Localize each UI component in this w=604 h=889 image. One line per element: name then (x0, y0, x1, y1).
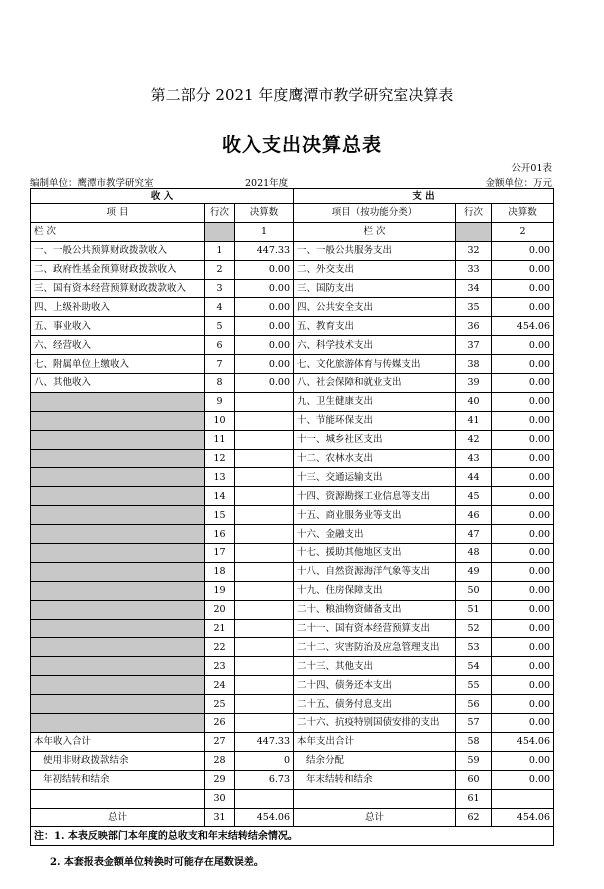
expense-line-no: 57 (456, 714, 492, 733)
table-row (31, 676, 554, 695)
income-amount: 0.00 (235, 298, 294, 317)
expense-item: 七、文化旅游体育与传媒支出 (294, 355, 456, 374)
income-line-no: 26 (205, 714, 235, 733)
income-item (31, 506, 205, 525)
expense-item: 二十、粮油物资储备支出 (294, 600, 456, 619)
footnote-2: 2. 本套报表金额单位转换时可能存在尾数误差。 (50, 857, 264, 868)
expense-line-no: 35 (456, 298, 492, 317)
expense-line-no: 45 (456, 487, 492, 506)
expense-line-no: 42 (456, 430, 492, 449)
income-line-no: 6 (205, 336, 235, 355)
expense-item: 十一、城乡社区支出 (294, 430, 456, 449)
income-amount (235, 789, 294, 808)
income-line-no: 5 (205, 317, 235, 336)
expense-amount: 0.00 (492, 751, 554, 770)
income-summary-label: 年初结转和结余 (31, 770, 205, 789)
income-amount (235, 392, 294, 411)
income-item: 七、附属单位上缴收入 (31, 355, 205, 374)
table-row (31, 392, 554, 411)
income-line-no: 9 (205, 392, 235, 411)
expense-line-no: 46 (456, 506, 492, 525)
table-row (31, 544, 554, 563)
income-amount (235, 657, 294, 676)
table-row (31, 430, 554, 449)
expense-amount: 0.00 (492, 279, 554, 298)
income-line-no: 27 (205, 732, 235, 751)
income-item: 八、其他收入 (31, 374, 205, 393)
expense-item: 六、科学技术支出 (294, 336, 456, 355)
income-amount (235, 562, 294, 581)
expense-amount: 0.00 (492, 657, 554, 676)
expense-amount (492, 789, 554, 808)
summary-row (31, 751, 554, 770)
income-amount: 0.00 (235, 336, 294, 355)
expense-item: 十四、资源勘探工业信息等支出 (294, 487, 456, 506)
income-item: 四、上级补助收入 (31, 298, 205, 317)
income-item (31, 430, 205, 449)
income-amount (235, 544, 294, 563)
income-line-no: 22 (205, 638, 235, 657)
summary-row (31, 808, 554, 827)
table-body (31, 189, 554, 846)
income-line-no: 10 (205, 411, 235, 430)
col-line-header: 行次 (205, 204, 235, 223)
income-item (31, 695, 205, 714)
expense-item: 三、国防支出 (294, 279, 456, 298)
expense-item: 十、节能环保支出 (294, 411, 456, 430)
income-amount: 0.00 (235, 374, 294, 393)
expense-item: 二十六、抗疫特别国债安排的支出 (294, 714, 456, 733)
expense-amount: 0.00 (492, 525, 554, 544)
income-line-no: 18 (205, 562, 235, 581)
expense-item: 二十三、其他支出 (294, 657, 456, 676)
income-amount (235, 695, 294, 714)
income-summary-label: 本年收入合计 (31, 732, 205, 751)
expense-line-no: 34 (456, 279, 492, 298)
income-item (31, 449, 205, 468)
income-summary-label: 使用非财政拨款结余 (31, 751, 205, 770)
income-item (31, 392, 205, 411)
income-line-no: 21 (205, 619, 235, 638)
income-amount (235, 638, 294, 657)
income-item (31, 714, 205, 733)
col-line-header: 行次 (456, 204, 492, 223)
expense-line-no: 40 (456, 392, 492, 411)
expense-item: 二、外交支出 (294, 260, 456, 279)
income-item: 一、一般公共预算财政拨款收入 (31, 241, 205, 260)
income-line-no: 15 (205, 506, 235, 525)
income-line-no: 23 (205, 657, 235, 676)
footnote-1: 注：1. 本表反映部门本年度的总收支和年末结转结余情况。 (31, 827, 554, 846)
income-item (31, 525, 205, 544)
expense-amount: 0.00 (492, 562, 554, 581)
summary-row (31, 789, 554, 808)
income-amount (235, 714, 294, 733)
expense-amount: 0.00 (492, 411, 554, 430)
amount-unit: 金额单位：万元 (485, 178, 552, 189)
income-item: 五、事业收入 (31, 317, 205, 336)
income-line-no: 20 (205, 600, 235, 619)
expense-summary-label (294, 789, 456, 808)
income-item (31, 544, 205, 563)
table-row (31, 241, 554, 260)
table-row (31, 525, 554, 544)
table-row (31, 638, 554, 657)
column-number: 2 (492, 222, 554, 241)
column-number: 1 (235, 222, 294, 241)
income-line-no: 28 (205, 751, 235, 770)
expense-amount: 0.00 (492, 374, 554, 393)
table-row (31, 695, 554, 714)
expense-summary-label: 总计 (294, 808, 456, 827)
income-line-no: 17 (205, 544, 235, 563)
col-amount-header: 决算数 (492, 204, 554, 223)
summary-row (31, 732, 554, 751)
expense-amount: 0.00 (492, 581, 554, 600)
income-amount: 0 (235, 751, 294, 770)
expense-amount: 0.00 (492, 355, 554, 374)
expense-line-no: 49 (456, 562, 492, 581)
expense-line-no: 43 (456, 449, 492, 468)
table-row (31, 600, 554, 619)
expense-amount: 0.00 (492, 336, 554, 355)
expense-item: 十五、商业服务业等支出 (294, 506, 456, 525)
income-line-no: 11 (205, 430, 235, 449)
income-amount (235, 449, 294, 468)
income-amount (235, 581, 294, 600)
expense-line-no: 53 (456, 638, 492, 657)
expense-line-no: 48 (456, 544, 492, 563)
expense-item: 四、公共安全支出 (294, 298, 456, 317)
expense-line-no: 36 (456, 317, 492, 336)
expense-amount: 0.00 (492, 638, 554, 657)
income-amount: 447.33 (235, 241, 294, 260)
expense-item: 十八、自然资源海洋气象等支出 (294, 562, 456, 581)
income-line-no: 7 (205, 355, 235, 374)
income-item (31, 468, 205, 487)
table-row (31, 317, 554, 336)
table-row (31, 581, 554, 600)
expense-amount: 454.06 (492, 808, 554, 827)
expense-amount: 0.00 (492, 449, 554, 468)
expense-line-no: 62 (456, 808, 492, 827)
income-amount (235, 468, 294, 487)
income-item (31, 638, 205, 657)
income-line-no: 8 (205, 374, 235, 393)
expense-line-no: 50 (456, 581, 492, 600)
expense-amount: 0.00 (492, 430, 554, 449)
income-item: 六、经营收入 (31, 336, 205, 355)
income-summary-label: 总计 (31, 808, 205, 827)
income-amount (235, 430, 294, 449)
table-row (31, 374, 554, 393)
column-label: 栏 次 (294, 222, 456, 241)
expense-amount: 0.00 (492, 241, 554, 260)
summary-row (31, 770, 554, 789)
expense-line-no: 55 (456, 676, 492, 695)
income-amount: 6.73 (235, 770, 294, 789)
income-amount: 0.00 (235, 317, 294, 336)
income-amount (235, 600, 294, 619)
table-row (31, 619, 554, 638)
expense-item: 二十五、债务付息支出 (294, 695, 456, 714)
expense-line-no: 44 (456, 468, 492, 487)
expense-line-no: 33 (456, 260, 492, 279)
expense-summary-label: 本年支出合计 (294, 732, 456, 751)
expense-item: 八、社会保障和就业支出 (294, 374, 456, 393)
income-item (31, 562, 205, 581)
table-row (31, 298, 554, 317)
col-item-header: 项 目 (31, 204, 205, 223)
form-code: 公开01表 (511, 163, 552, 174)
income-amount: 447.33 (235, 732, 294, 751)
income-line-no: 12 (205, 449, 235, 468)
expense-amount: 0.00 (492, 260, 554, 279)
expense-line-no: 38 (456, 355, 492, 374)
expense-item: 二十一、国有资本经营预算支出 (294, 619, 456, 638)
table-row (31, 260, 554, 279)
expense-amount: 0.00 (492, 619, 554, 638)
expense-amount: 0.00 (492, 544, 554, 563)
table-row (31, 355, 554, 374)
table-row (31, 411, 554, 430)
income-item (31, 657, 205, 676)
expense-summary-label: 年末结转和结余 (294, 770, 456, 789)
income-amount (235, 619, 294, 638)
expense-amount: 0.00 (492, 695, 554, 714)
expense-line-no: 58 (456, 732, 492, 751)
income-line-no: 4 (205, 298, 235, 317)
expense-line-no: 56 (456, 695, 492, 714)
expense-line-no: 32 (456, 241, 492, 260)
income-item: 二、政府性基金预算财政拨款收入 (31, 260, 205, 279)
income-line-no: 31 (205, 808, 235, 827)
income-line-no: 14 (205, 487, 235, 506)
expense-amount: 454.06 (492, 732, 554, 751)
income-line-no: 13 (205, 468, 235, 487)
expense-line-no: 41 (456, 411, 492, 430)
table-row (31, 506, 554, 525)
income-amount: 0.00 (235, 260, 294, 279)
income-amount: 454.06 (235, 808, 294, 827)
income-amount (235, 506, 294, 525)
expense-item: 十七、援助其他地区支出 (294, 544, 456, 563)
table-row (31, 279, 554, 298)
table-row (31, 714, 554, 733)
expense-amount: 0.00 (492, 714, 554, 733)
income-amount (235, 411, 294, 430)
expense-amount: 0.00 (492, 770, 554, 789)
table-row (31, 449, 554, 468)
income-item (31, 411, 205, 430)
expense-item: 一、一般公共服务支出 (294, 241, 456, 260)
income-amount: 0.00 (235, 279, 294, 298)
expense-amount: 454.06 (492, 317, 554, 336)
expense-amount: 0.00 (492, 392, 554, 411)
expense-item: 十九、住房保障支出 (294, 581, 456, 600)
expense-item: 五、教育支出 (294, 317, 456, 336)
income-line-no: 24 (205, 676, 235, 695)
expense-line-no: 61 (456, 789, 492, 808)
expense-amount: 0.00 (492, 676, 554, 695)
income-amount (235, 676, 294, 695)
expense-item: 十二、农林水支出 (294, 449, 456, 468)
table-row (31, 468, 554, 487)
income-line-no: 3 (205, 279, 235, 298)
income-item: 三、国有资本经营预算财政拨款收入 (31, 279, 205, 298)
income-line-no: 25 (205, 695, 235, 714)
budget-summary-table (30, 188, 554, 846)
reporting-unit: 编制单位：鹰潭市教学研究室 (30, 178, 154, 189)
expense-item: 二十二、灾害防治及应急管理支出 (294, 638, 456, 657)
income-line-no: 1 (205, 241, 235, 260)
expense-line-no: 52 (456, 619, 492, 638)
expense-line-no: 39 (456, 374, 492, 393)
expense-line-no: 37 (456, 336, 492, 355)
expense-line-no: 59 (456, 751, 492, 770)
table-row (31, 336, 554, 355)
income-amount (235, 525, 294, 544)
income-item (31, 600, 205, 619)
table-row (31, 562, 554, 581)
note-row (31, 827, 554, 846)
fiscal-year: 2021年度 (245, 178, 289, 189)
income-item (31, 487, 205, 506)
expense-amount: 0.00 (492, 468, 554, 487)
income-line-no: 16 (205, 525, 235, 544)
table-row (31, 487, 554, 506)
income-amount: 0.00 (235, 355, 294, 374)
income-amount (235, 487, 294, 506)
income-summary-label (31, 789, 205, 808)
expense-item: 九、卫生健康支出 (294, 392, 456, 411)
income-line-no: 30 (205, 789, 235, 808)
part-title: 第二部分 2021 年度鹰潭市教学研究室决算表 (150, 86, 454, 104)
expense-item: 十六、金融支出 (294, 525, 456, 544)
income-line-no: 2 (205, 260, 235, 279)
expense-line-no: 47 (456, 525, 492, 544)
col-amount-header: 决算数 (235, 204, 294, 223)
expense-summary-label: 结余分配 (294, 751, 456, 770)
income-item (31, 676, 205, 695)
expense-line-no: 54 (456, 657, 492, 676)
income-line-no: 29 (205, 770, 235, 789)
expense-line-no: 60 (456, 770, 492, 789)
table-row (31, 657, 554, 676)
shaded-cell (456, 222, 492, 241)
expense-amount: 0.00 (492, 506, 554, 525)
expense-item: 十三、交通运输支出 (294, 468, 456, 487)
income-item (31, 581, 205, 600)
shaded-cell (205, 222, 235, 241)
income-line-no: 19 (205, 581, 235, 600)
expense-header: 支 出 (294, 189, 554, 204)
expense-line-no: 51 (456, 600, 492, 619)
income-item (31, 619, 205, 638)
expense-amount: 0.00 (492, 600, 554, 619)
column-label: 栏 次 (31, 222, 205, 241)
expense-item: 二十四、债务还本支出 (294, 676, 456, 695)
page-title: 收入支出决算总表 (221, 134, 382, 156)
col-func-item-header: 项目（按功能分类） (294, 204, 456, 223)
expense-amount: 0.00 (492, 298, 554, 317)
expense-amount: 0.00 (492, 487, 554, 506)
income-header: 收 入 (31, 189, 294, 204)
